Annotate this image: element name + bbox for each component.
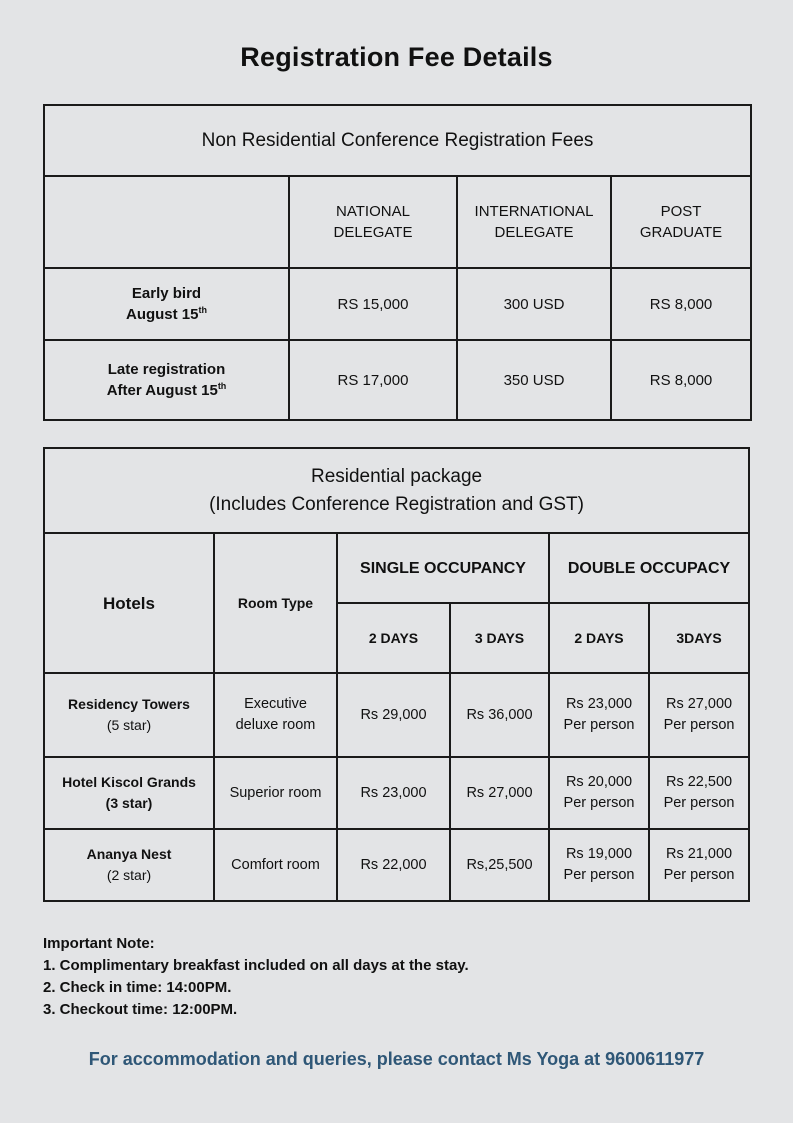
room-type-header: Room Type <box>214 533 337 673</box>
fee-cell: 350 USD <box>457 340 611 420</box>
hotel-name-text: Residency Towers <box>68 696 190 712</box>
price-cell: Rs 22,000 <box>337 829 450 901</box>
price-cell: Rs 27,000 <box>450 757 549 829</box>
fee-cell: RS 15,000 <box>289 268 457 340</box>
price-cell: Rs 23,000 <box>337 757 450 829</box>
price-unit: Per person <box>563 867 635 883</box>
hotel-name-text: Ananya Nest <box>86 846 172 862</box>
price-cell: Rs 36,000 <box>450 673 549 757</box>
table-row <box>44 673 749 757</box>
fee-cell: RS 17,000 <box>289 340 457 420</box>
fee-cell: 300 USD <box>457 268 611 340</box>
price: Rs 19,000 <box>565 846 633 862</box>
table-header-row <box>44 176 751 268</box>
table-row <box>44 757 749 829</box>
double-occupancy-header: DOUBLE OCCUPACY <box>549 533 749 603</box>
column-header <box>457 176 611 268</box>
price-cell <box>649 673 749 757</box>
hotel-name <box>44 673 214 757</box>
header-line: DELEGATE <box>494 224 574 241</box>
residential-package-table <box>43 447 750 902</box>
note-item: 2. Check in time: 14:00PM. <box>43 979 232 996</box>
hotel-name <box>44 829 214 901</box>
hotel-name <box>44 757 214 829</box>
column-header <box>289 176 457 268</box>
row-label <box>44 268 289 340</box>
header-line: NATIONAL <box>336 203 410 220</box>
room-type-line: deluxe room <box>235 717 316 733</box>
table-header-row <box>44 533 749 603</box>
header-line: DELEGATE <box>333 224 413 241</box>
price: Rs 27,000 <box>665 696 733 712</box>
hotel-stars: (5 star) <box>106 717 152 733</box>
price-cell <box>649 829 749 901</box>
note-item: 1. Complimentary breakfast included on all days at the stay. <box>43 957 469 974</box>
room-type: Superior room <box>214 757 337 829</box>
header-line: INTERNATIONAL <box>474 203 594 220</box>
hotels-header: Hotels <box>44 533 214 673</box>
header-line: GRADUATE <box>639 224 723 241</box>
price-cell: Rs 29,000 <box>337 673 450 757</box>
ordinal-suffix: th <box>217 381 227 391</box>
fee-cell: RS 8,000 <box>611 340 751 420</box>
hotel-name-text: Hotel Kiscol Grands <box>62 774 196 790</box>
column-header <box>611 176 751 268</box>
room-type-line: Executive <box>244 696 307 712</box>
notes-heading: Important Note: <box>43 935 155 952</box>
row-label-line: Late registration <box>107 361 226 378</box>
price-cell <box>549 829 649 901</box>
price: Rs 21,000 <box>665 846 733 862</box>
price-cell <box>549 757 649 829</box>
row-label-line: After August 15 <box>106 382 218 399</box>
caption-line: Residential package <box>310 465 483 487</box>
table-caption: Non Residential Conference Registration Fees <box>44 105 751 176</box>
price: Rs 20,000 <box>565 774 633 790</box>
table-row <box>44 340 751 420</box>
price-unit: Per person <box>563 717 635 733</box>
empty-header-cell <box>44 176 289 268</box>
row-label-line: Early bird <box>131 285 202 302</box>
price-cell <box>549 673 649 757</box>
price-unit: Per person <box>663 867 735 883</box>
contact-info: For accommodation and queries, please contact Ms Yoga at 9600611977 <box>88 1049 705 1069</box>
table-caption <box>44 448 749 533</box>
hotel-stars: (2 star) <box>106 867 152 883</box>
price-unit: Per person <box>663 717 735 733</box>
price: Rs 23,000 <box>565 696 633 712</box>
days-header: 2 DAYS <box>337 603 450 673</box>
price-unit: Per person <box>563 795 635 811</box>
fee-cell: RS 8,000 <box>611 268 751 340</box>
price-unit: Per person <box>663 795 735 811</box>
price-cell: Rs,25,500 <box>450 829 549 901</box>
table-row <box>44 268 751 340</box>
room-type: Comfort room <box>214 829 337 901</box>
ordinal-suffix: th <box>198 305 207 315</box>
row-label <box>44 340 289 420</box>
caption-line: (Includes Conference Registration and GST) <box>209 493 584 515</box>
hotel-stars: (3 star) <box>105 795 153 811</box>
non-residential-fees-table <box>43 104 752 421</box>
days-header: 3 DAYS <box>450 603 549 673</box>
note-item: 3. Checkout time: 12:00PM. <box>43 1001 238 1018</box>
page-title: Registration Fee Details <box>240 42 553 72</box>
header-line: POST <box>660 203 702 220</box>
days-header: 2 DAYS <box>549 603 649 673</box>
table-row <box>44 829 749 901</box>
room-type <box>214 673 337 757</box>
price-cell <box>649 757 749 829</box>
single-occupancy-header: SINGLE OCCUPANCY <box>337 533 549 603</box>
days-header: 3DAYS <box>649 603 749 673</box>
row-label-line: August 15 <box>125 306 199 323</box>
important-notes <box>43 933 469 1021</box>
price: Rs 22,500 <box>665 774 733 790</box>
